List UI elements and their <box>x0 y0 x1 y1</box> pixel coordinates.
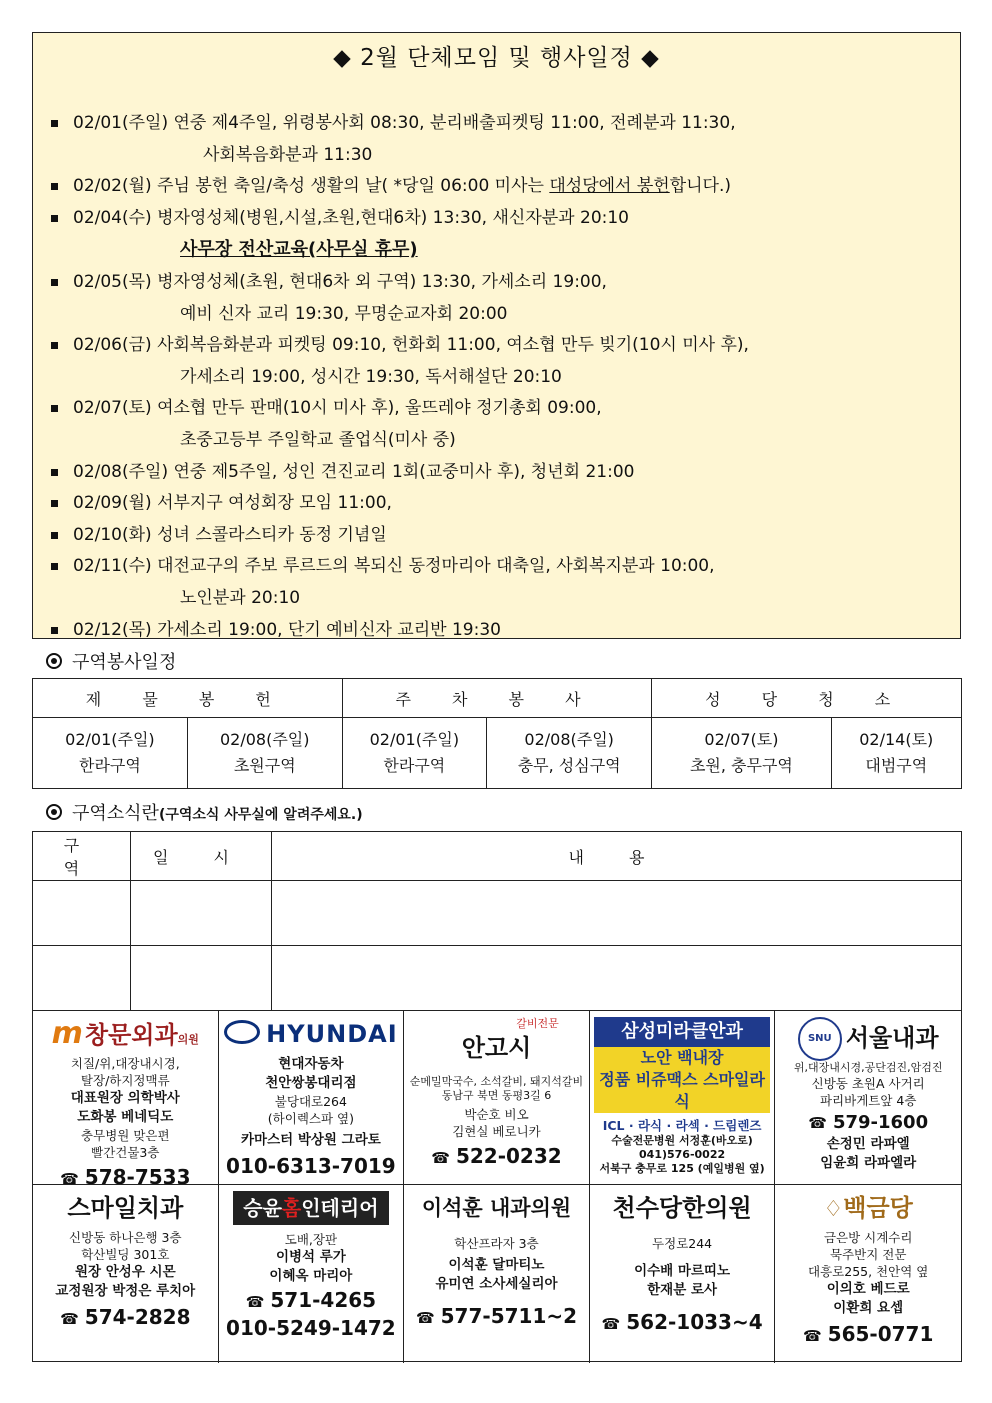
ad-smile-dental: 스마일치과 신방동 하나은행 3층 학산빌딩 301호 원장 안성우 시몬 교정원장 박정은 루치아 ☎ 574-2828 <box>33 1185 219 1363</box>
column-header: 주 차 봉 사 <box>342 679 652 718</box>
schedule-box <box>32 32 961 639</box>
service-table <box>32 678 962 789</box>
ad-lee-clinic: 이석훈 내과의원 학산프라자 3층 이석훈 달마티노 유미연 소사세실리아 ☎ 577-5711~2 <box>404 1185 590 1363</box>
bullet-icon <box>51 405 58 412</box>
news-table <box>32 831 962 1011</box>
cheonsudang-logo: 천수당한의원 <box>612 1193 752 1222</box>
schedule-item: 02/12(목) 가세소리 19:00, 단기 예비신자 교리반 19:30 <box>51 615 951 647</box>
ad-hyundai: HYUNDAI 현대자동차 천안쌍봉대리점 불당대로264 (하이렉스파 옆) 카마스터 박상원 그라토 010-6313-7019 <box>219 1011 405 1185</box>
bullet-icon <box>51 532 58 539</box>
phone-number: ☎ 522-0232 <box>431 1144 562 1168</box>
table-header-row <box>33 679 962 718</box>
schedule-item: 02/08(주일) 연중 제5주일, 성인 견진교리 1회(교중미사 후), 청년회 21:00 <box>51 457 951 489</box>
phone-number: ☎ 574-2828 <box>60 1305 191 1329</box>
table-cell: 02/14(토) 대범구역 <box>831 718 961 789</box>
phone-icon: ☎ <box>60 1170 79 1185</box>
hyundai-logo: HYUNDAI <box>219 1017 404 1055</box>
table-cell: 02/01(주일) 한라구역 <box>342 718 486 789</box>
table-row <box>33 718 962 789</box>
bullet-icon <box>51 279 58 286</box>
ad-samsung-eye: 삼성미라클안과 노안 백내장 정품 비쥬맥스 스마일라식 ICL · 라식 · 라섹 · 드림렌즈 수술전문병원 서정훈(바오로) 041)576-0022 서북구 충무로 125 (예일병원 옆) <box>590 1011 776 1185</box>
phone-number: ☎ 562-1033~4 <box>601 1310 763 1334</box>
table-header-row <box>33 832 962 881</box>
phone-number: ☎ 571-4265 <box>245 1288 377 1312</box>
diamond-icon: ♢ <box>823 1197 844 1222</box>
table-cell: 02/07(토) 초원, 충무구역 <box>652 718 831 789</box>
bullet-icon <box>51 627 58 634</box>
schedule-title: ◆ 2월 단체모임 및 행사일정 ◆ <box>333 45 660 71</box>
phone-icon: ☎ <box>60 1310 79 1328</box>
ad-baekgeumdang: ♢백금당 금은방 시계수리 묵주반지 전문 대흥로255, 천안역 옆 이의호 베드로 이환희 요셉 ☎ 565-0771 <box>775 1185 961 1363</box>
schedule-item: 02/02(월) 주님 봉헌 축일/축성 생활의 날( *당일 06:00 미사는 대성당에서 봉헌합니다.) <box>51 171 951 203</box>
ad-seoul-clinic: SNU 서울내과 위,대장내시경,공단검진,암검진 신방동 초원A 사거리 파리바게트앞 4층 ☎ 579-1600 손정민 라파엘 임윤희 라파엘라 <box>775 1011 961 1185</box>
table-row <box>33 881 962 946</box>
schedule-item: 02/09(월) 서부지구 여성회장 모임 11:00, <box>51 488 951 520</box>
table-cell: 02/08(주일) 초원구역 <box>187 718 342 789</box>
bullet-icon <box>51 500 58 507</box>
schedule-item: 02/04(수) 병자영성체(병원,시설,초원,현대6차) 13:30, 새신자분과 20:10 사무장 전산교육(사무실 휴무) <box>51 203 951 267</box>
schedule-item: 02/10(화) 성녀 스콜라스티카 동정 기념일 <box>51 520 951 552</box>
bullet-icon <box>51 563 58 570</box>
schedule-item: 02/07(토) 여소협 만두 판매(10시 미사 후), 울뜨레야 정기총회 09:00, 초중고등부 주일학교 졸업식(미사 중) <box>51 393 951 456</box>
phone-number: 010-6313-7019 <box>226 1154 396 1178</box>
phone-number: ☎ 578-7533 <box>33 1163 218 1185</box>
baekgeumdang-logo: ♢백금당 <box>775 1191 961 1229</box>
bullet-icon <box>51 469 58 476</box>
bullet-icon <box>51 215 58 222</box>
table-cell: 02/08(주일) 충무, 성심구역 <box>487 718 652 789</box>
phone-icon: ☎ <box>802 1327 822 1345</box>
phone-number: ☎ 577-5711~2 <box>415 1304 578 1328</box>
smile-dental-logo: 스마일치과 <box>67 1194 184 1222</box>
schedule-item: 02/06(금) 사회복음화분과 피켓팅 09:10, 헌화회 11:00, 여소협 만두 빚기(10시 미사 후), 가세소리 19:00, 성시간 19:30, 독서해설단 20:10 <box>51 330 951 393</box>
radio-bullet-icon <box>46 804 62 820</box>
radio-bullet-icon <box>46 653 62 669</box>
ad-seungyun-interior: 승윤홈인테리어 도배,장판 이병석 루가 이혜옥 마리아 ☎ 571-4265 010-5249-1472 <box>219 1185 405 1363</box>
phone-number: ☎ 565-0771 <box>802 1322 934 1346</box>
bullet-icon <box>51 120 58 127</box>
phone-icon: ☎ <box>808 1114 827 1132</box>
ad-cheonsudang: 천수당한의원 두정로244 이수배 마르띠노 한재분 로사 ☎ 562-1033~4 <box>590 1185 776 1363</box>
ad-angosi: 갈비전문 안고시 순메밀막국수, 소석갈비, 돼지석갈비 동남구 북면 동평3길 6 박순호 비오 김현실 베로니카 ☎ 522-0232 <box>404 1011 590 1185</box>
schedule-item: 02/05(목) 병자영성체(초원, 현대6차 외 구역) 13:30, 가세소리 19:00, 예비 신자 교리 19:30, 무명순교자회 20:00 <box>51 267 951 330</box>
hyundai-emblem-icon <box>224 1020 260 1044</box>
angosi-logo: 안고시 <box>461 1033 532 1062</box>
interior-logo: 승윤홈인테리어 <box>233 1191 388 1225</box>
table-row <box>33 946 962 1011</box>
ad-grid <box>32 1010 962 1362</box>
phone-icon: ☎ <box>245 1293 265 1311</box>
column-header: 일 시 <box>131 832 272 881</box>
phone-icon: ☎ <box>415 1309 435 1327</box>
bullet-icon <box>51 342 58 349</box>
column-header: 제 물 봉 헌 <box>33 679 343 718</box>
phone-icon: ☎ <box>601 1315 621 1333</box>
column-header: 구 역 <box>33 832 131 881</box>
column-header: 내 용 <box>272 832 962 881</box>
university-badge-icon: SNU <box>798 1017 842 1061</box>
news-heading: 구역소식란(구역소식 사무실에 알려주세요.) <box>46 799 363 825</box>
phone-number: ☎ 579-1600 <box>808 1112 929 1133</box>
service-heading: 구역봉사일정 <box>46 648 176 674</box>
schedule-list <box>51 108 951 646</box>
schedule-item: 02/11(수) 대전교구의 주보 루르드의 복되신 동정마리아 대축일, 사회복지분과 10:00, 노인분과 20:10 <box>51 551 951 614</box>
schedule-item: 02/01(주일) 연중 제4주일, 위령봉사회 08:30, 분리배출피켓팅 11:00, 전례분과 11:30, 사회복음화분과 11:30 <box>51 108 951 171</box>
ad-changmun-clinic: m창문외과의원 치질/위,대장내시경, 탈장/하지정맥류 대표원장 의학박사 도화봉 베네딕도 충무병원 맞은편 빨간건물3층 ☎ 578-7533 <box>33 1011 219 1185</box>
column-header: 성 당 청 소 <box>652 679 962 718</box>
phone-icon: ☎ <box>431 1149 450 1167</box>
bullet-icon <box>51 183 58 190</box>
samsung-banner: 노안 백내장 정품 비쥬맥스 스마일라식 <box>594 1047 771 1113</box>
phone-number: 010-5249-1472 <box>226 1316 396 1340</box>
table-cell: 02/01(주일) 한라구역 <box>33 718 188 789</box>
seoul-logo: SNU 서울내과 <box>775 1017 961 1061</box>
lee-clinic-logo: 이석훈 내과의원 <box>421 1196 572 1220</box>
changmun-logo: m창문외과의원 <box>51 1016 199 1051</box>
samsung-logo: 삼성미라클안과 <box>594 1017 771 1047</box>
